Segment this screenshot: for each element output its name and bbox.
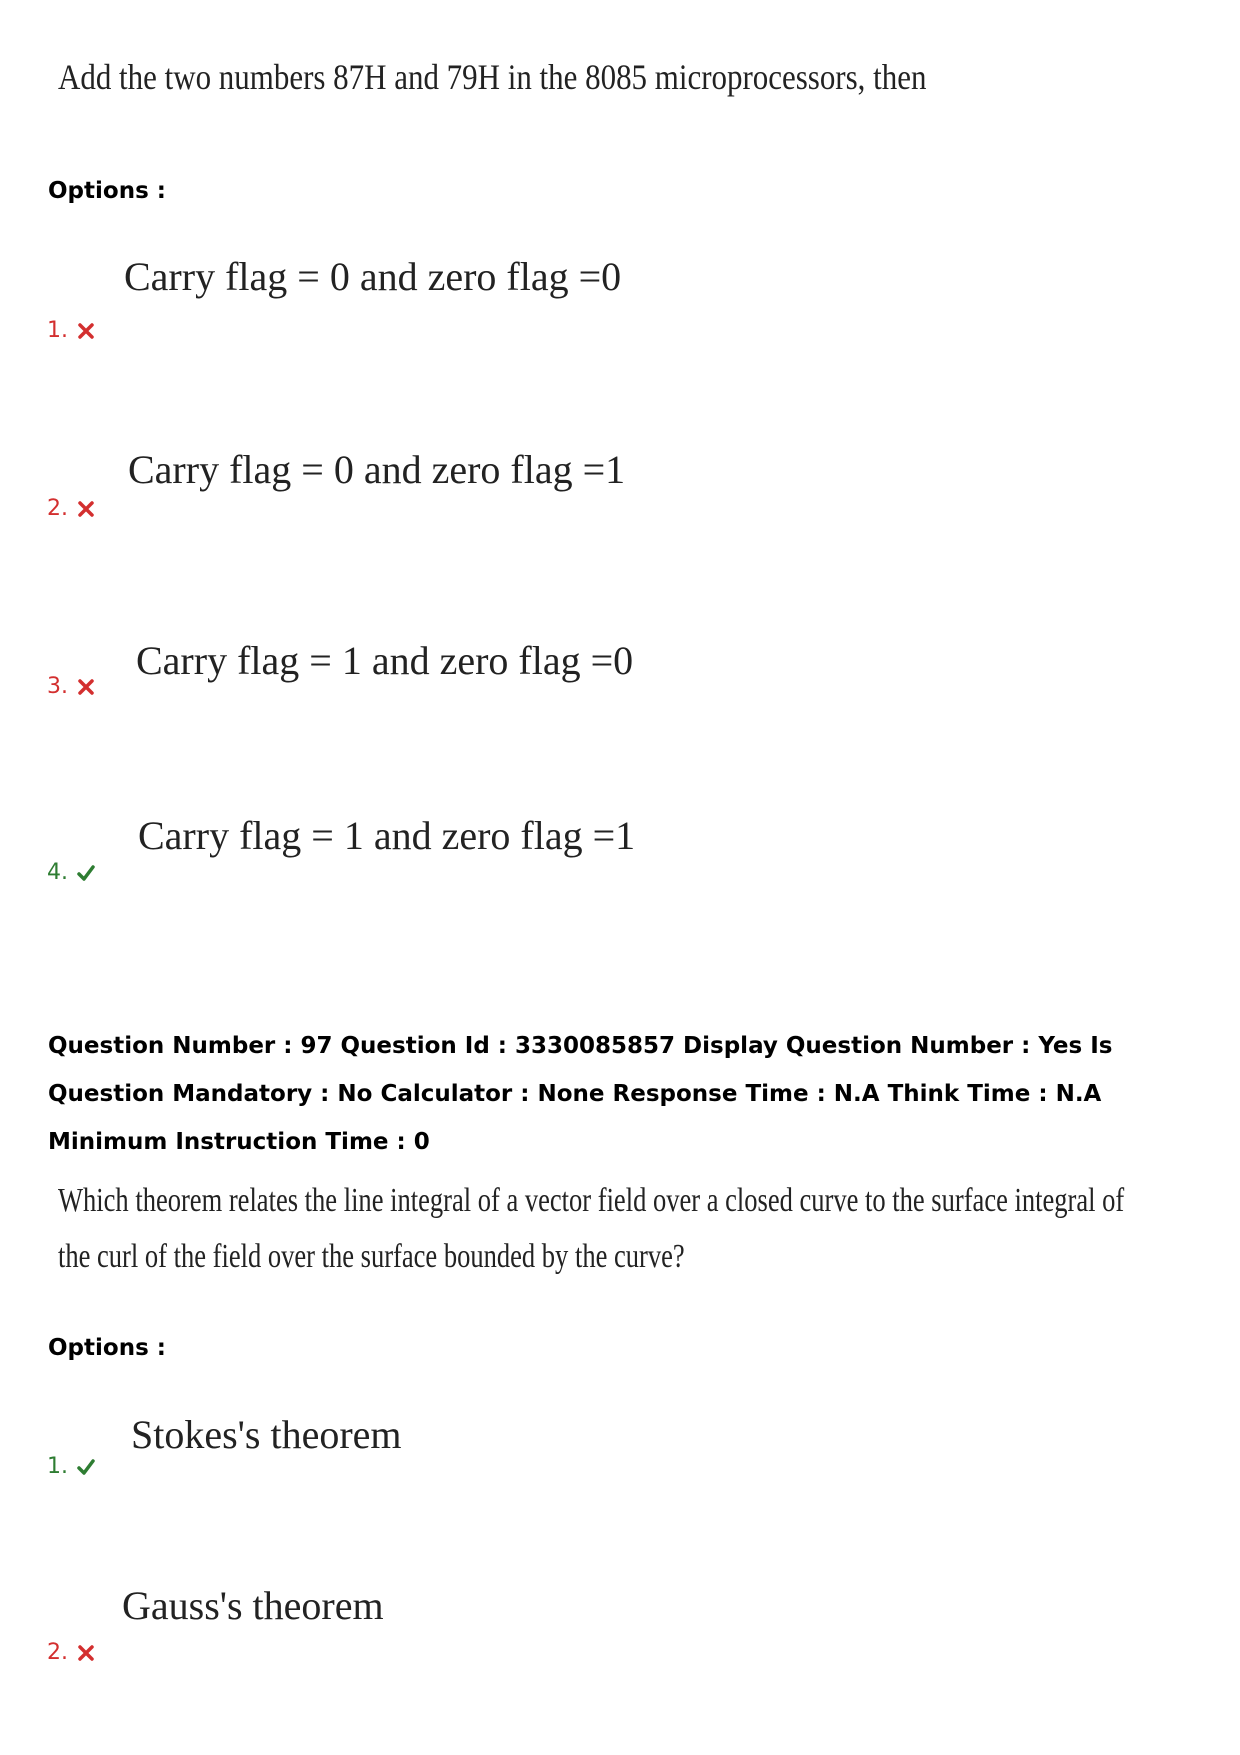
option-number xyxy=(47,1454,96,1479)
question-text-line2: the curl of the field over the surface bounded by the curve? xyxy=(58,1238,685,1275)
option-number-label: 2. xyxy=(47,496,68,521)
option-text: Carry flag = 1 and zero flag =1 xyxy=(138,813,636,858)
check-icon xyxy=(76,863,96,883)
option-number xyxy=(47,318,96,343)
option-number-label: 2. xyxy=(47,1640,68,1665)
cross-icon xyxy=(76,321,96,341)
option-text: Carry flag = 0 and zero flag =1 xyxy=(128,447,626,492)
question-text-line1: Which theorem relates the line integral of a vector field over a closed curve to the surface integral of xyxy=(58,1182,1125,1219)
cross-icon xyxy=(76,499,96,519)
option-number xyxy=(47,1640,96,1665)
option-number xyxy=(47,674,96,699)
option-number-label: 1. xyxy=(47,318,68,343)
option-number xyxy=(47,496,96,521)
option-number xyxy=(47,860,96,885)
option-number-label: 3. xyxy=(47,674,68,699)
option-text: Gauss's theorem xyxy=(122,1583,384,1628)
option-number-label: 1. xyxy=(47,1454,68,1479)
option-number-label: 4. xyxy=(47,860,68,885)
option-text: Stokes's theorem xyxy=(131,1412,402,1457)
option-text: Carry flag = 1 and zero flag =0 xyxy=(136,638,634,683)
options-label: Options : xyxy=(48,1335,166,1361)
cross-icon xyxy=(76,677,96,697)
option-text: Carry flag = 0 and zero flag =0 xyxy=(124,254,622,299)
question-meta: Question Number : 97 Question Id : 3330085857 Display Question Number : Yes Is Question Mandatory : No Calculator : None Response Time : N.A Think Time : N.A Minimum Instruction Time : 0 xyxy=(48,1033,1113,1155)
question-text: Add the two numbers 87H and 79H in the 8085 microprocessors, then xyxy=(58,57,927,97)
options-label: Options : xyxy=(48,178,166,204)
check-icon xyxy=(76,1457,96,1477)
cross-icon xyxy=(76,1643,96,1663)
